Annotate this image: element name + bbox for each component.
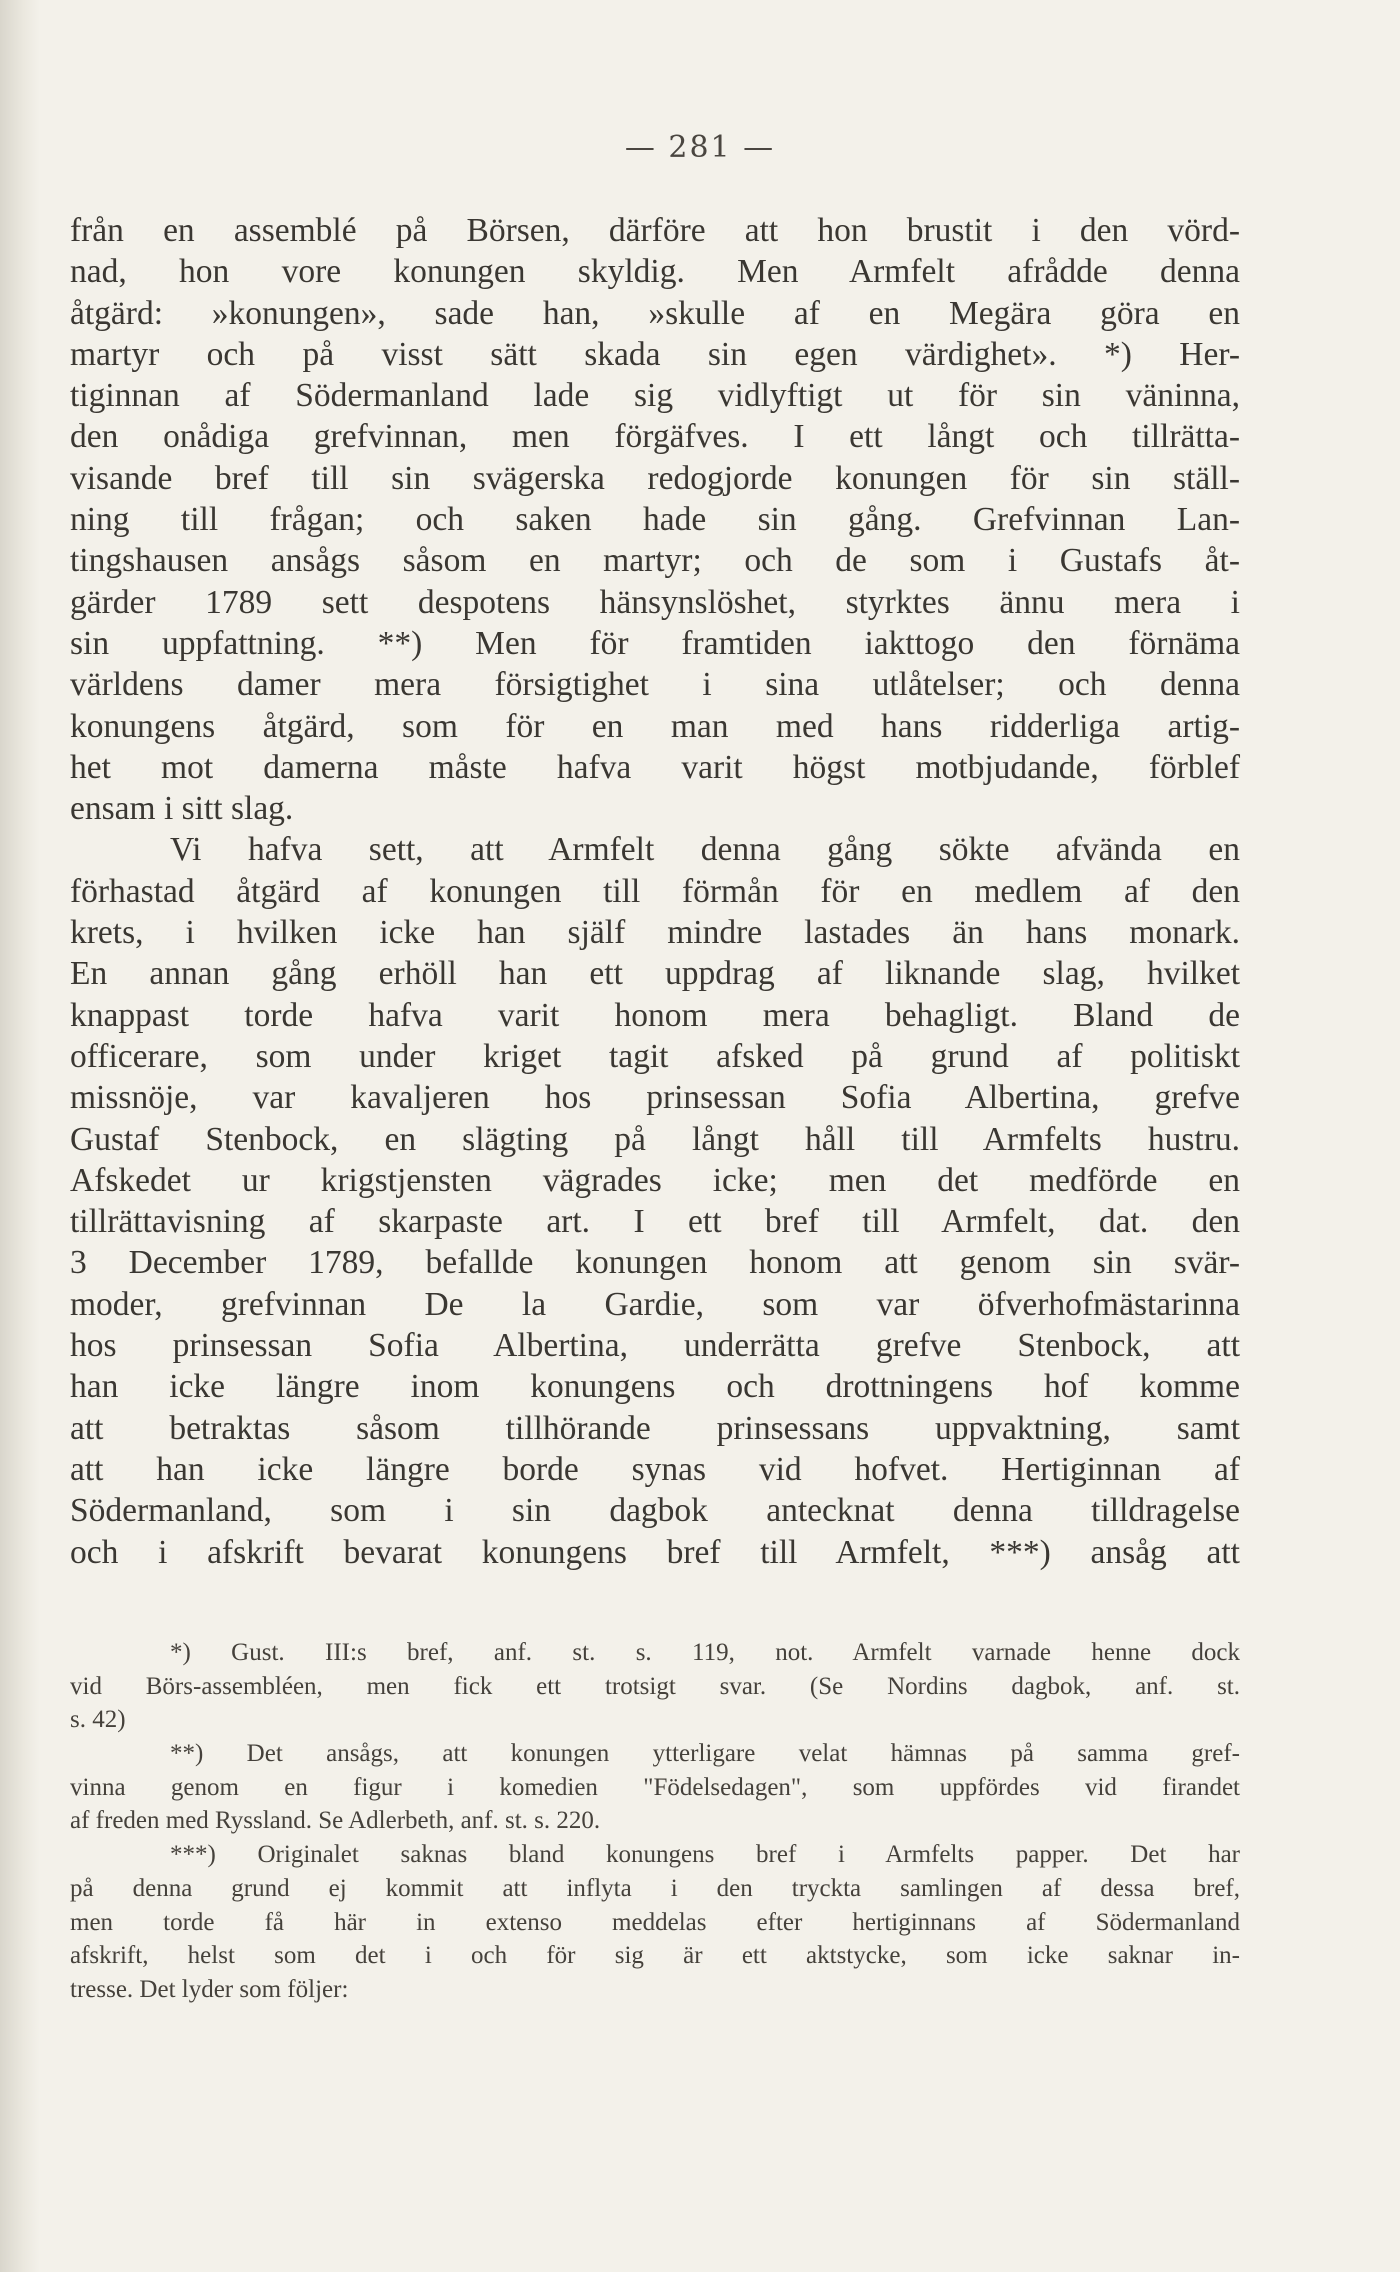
footnote-line: vinna genom en figur i komedien "Födelsedagen", som uppfördes vid firandet: [70, 1773, 1240, 1801]
text-line: Afskedet ur krigstjensten vägrades icke; men det medförde en: [70, 1161, 1240, 1199]
footnote-line: s. 42): [70, 1706, 126, 1734]
text-line: konungens åtgärd, som för en man med hans ridderliga artig-: [70, 707, 1240, 745]
text-line: nad, hon vore konungen skyldig. Men Armfelt afrådde denna: [70, 253, 1240, 291]
main-text: [70, 210, 1240, 1573]
text-line: han icke längre inom konungens och drottningens hof komme: [70, 1368, 1240, 1406]
text-line: att han icke längre borde synas vid hofvet. Hertiginnan af: [70, 1450, 1240, 1488]
text-line: krets, i hvilken icke han själf mindre lastades än hans monark.: [70, 914, 1240, 952]
text-line: officerare, som under kriget tagit afsked på grund af politiskt: [70, 1037, 1240, 1075]
text-line: från en assemblé på Börsen, därföre att hon brustit i den vörd-: [70, 212, 1240, 249]
text-line: gärder 1789 sett despotens hänsynslöshet, styrktes ännu mera i: [70, 583, 1240, 621]
text-line: En annan gång erhöll han ett uppdrag af liknande slag, hvilket: [70, 955, 1240, 993]
text-line: moder, grefvinnan De la Gardie, som var öfverhofmästarinna: [70, 1285, 1240, 1323]
footnote-line: afskrift, helst som det i och för sig är ett aktstycke, som icke saknar in-: [70, 1942, 1240, 1970]
text-line: 3 December 1789, befallde konungen honom att genom sin svär-: [70, 1244, 1240, 1282]
text-line: missnöje, var kavaljeren hos prinsessan Sofia Albertina, grefve: [70, 1079, 1240, 1117]
page-number: — 281 —: [624, 130, 776, 165]
footnote-line: men torde få här in extenso meddelas efter hertiginnans af Södermanland: [70, 1908, 1240, 1936]
footnote-line: ***) Originalet saknas bland konungens bref i Armfelts papper. Det har: [170, 1841, 1240, 1869]
text-line: förhastad åtgärd af konungen till förmån för en medlem af den: [70, 872, 1240, 910]
book-spine-shadow: [0, 0, 40, 2272]
text-line: Gustaf Stenbock, en slägting på långt håll till Armfelts hustru.: [70, 1120, 1240, 1158]
text-line: och i afskrift bevarat konungens bref till Armfelt, ***) ansåg att: [70, 1533, 1240, 1571]
text-line: världens damer mera försigtighet i sina utlåtelser; och denna: [70, 666, 1240, 704]
footnote-line: af freden med Ryssland. Se Adlerbeth, anf. st. s. 220.: [70, 1807, 601, 1835]
text-line: visande bref till sin svägerska redogjorde konungen för sin ställ-: [70, 459, 1240, 497]
text-line: hos prinsessan Sofia Albertina, underrätta grefve Stenbock, att: [70, 1327, 1240, 1365]
footnote-line: på denna grund ej kommit att inflyta i den tryckta samlingen af dessa bref,: [70, 1874, 1240, 1902]
text-line: tingshausen ansågs såsom en martyr; och de som i Gustafs åt-: [70, 542, 1240, 580]
footnote-line: **) Det ansågs, att konungen ytterligare velat hämnas på samma gref-: [170, 1740, 1240, 1768]
footnote-line: tresse. Det lyder som följer:: [70, 1975, 349, 2003]
text-line: sin uppfattning. **) Men för framtiden iakttogo den förnäma: [70, 624, 1240, 662]
text-line: martyr och på visst sätt skada sin egen värdighet». *) Her-: [70, 335, 1240, 373]
footnotes: [70, 1636, 1240, 2007]
text-line: åtgärd: »konungen», sade han, »skulle af en Megära göra en: [70, 294, 1240, 332]
text-line: ensam i sitt slag.: [70, 790, 294, 828]
text-line: knappast torde hafva varit honom mera behagligt. Bland de: [70, 996, 1240, 1034]
text-line: tiginnan af Södermanland lade sig vidlyftigt ut för sin väninna,: [70, 377, 1240, 415]
text-line: ning till frågan; och saken hade sin gång. Grefvinnan Lan-: [70, 501, 1240, 539]
text-line: Vi hafva sett, att Armfelt denna gång sökte afvända en: [170, 831, 1240, 869]
text-line: tillrättavisning af skarpaste art. I ett bref till Armfelt, dat. den: [70, 1203, 1240, 1241]
text-line: het mot damerna måste hafva varit högst motbjudande, förblef: [70, 748, 1240, 786]
footnote-line: *) Gust. III:s bref, anf. st. s. 119, not. Armfelt varnade henne dock: [170, 1639, 1240, 1666]
text-line: Södermanland, som i sin dagbok antecknat denna tilldragelse: [70, 1492, 1240, 1530]
footnote-line: vid Börs-assembléen, men fick ett trotsigt svar. (Se Nordins dagbok, anf. st.: [70, 1672, 1240, 1700]
text-line: att betraktas såsom tillhörande prinsessans uppvaktning, samt: [70, 1409, 1240, 1447]
text-line: den onådiga grefvinnan, men förgäfves. I ett långt och tillrätta-: [70, 418, 1240, 456]
